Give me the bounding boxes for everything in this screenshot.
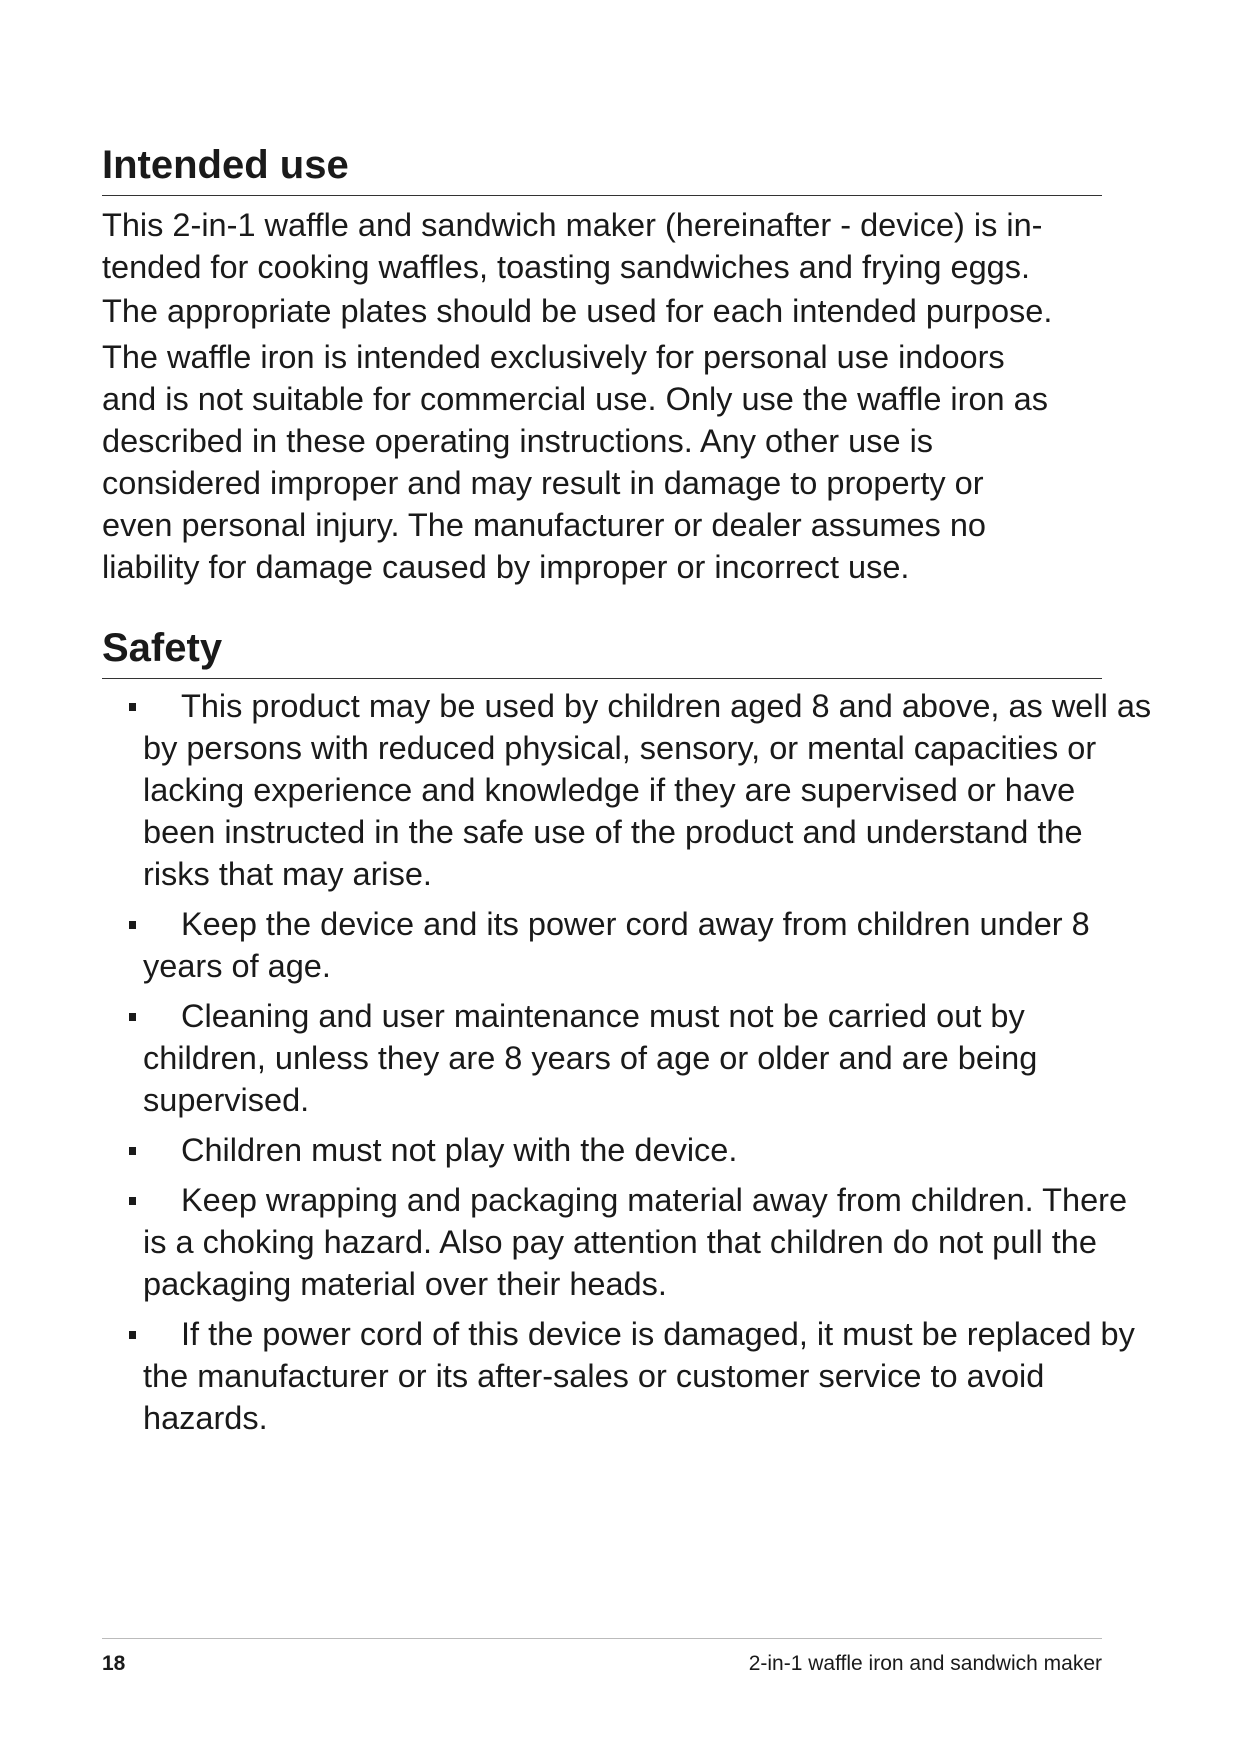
page-number: 18 — [102, 1652, 126, 1675]
page-content — [102, 0, 1152, 1447]
intended-use-paragraph: The appropriate plates should be used for each intended purpose. — [102, 293, 1053, 329]
intended-use-body — [102, 204, 1102, 588]
safety-item: If the power cord of this device is damaged, it must be replaced by the manufacturer or its after-sales or customer service to avoid hazards. — [102, 1313, 1153, 1439]
safety-item: Keep the device and its power cord away from children under 8 years of age. — [102, 903, 1153, 987]
footer-title: 2-in-1 waffle iron and sandwich maker — [748, 1652, 1102, 1675]
intended-use-paragraph: The waffle iron is intended exclusively for personal use indoors and is not suitable for commercial use. Only use the waffle iron as described in these operating instructions. Any other use is considered improper and may result in damage to property or even personal injury. The manufacturer or dealer assumes no liability for damage caused by improper or incorrect use. — [102, 339, 1048, 585]
bullet-icon — [129, 921, 136, 929]
bullet-icon — [129, 703, 136, 711]
safety-item: Children must not play with the device. — [102, 1129, 1153, 1171]
intended-use-heading: Intended use — [102, 143, 349, 187]
bullet-icon — [129, 1147, 136, 1155]
footer-rule — [102, 1638, 1102, 1639]
intended-use-paragraph: This 2-in-1 waffle and sandwich maker (hereinafter - device) is in-tended for cooking waffles, toasting sandwiches and frying eggs. — [102, 207, 1043, 285]
bullet-icon — [129, 1197, 136, 1205]
safety-heading: Safety — [102, 626, 223, 670]
safety-item: This product may be used by children aged 8 and above, as well as by persons with reduced physical, sensory, or mental capacities or lacking experience and knowledge if they are supervised or have been instructed in the safe use of the product and understand the risks that may arise. — [102, 685, 1153, 895]
safety-item: Cleaning and user maintenance must not be carried out by children, unless they are 8 years of age or older and are being supervised. — [102, 995, 1153, 1121]
bullet-icon — [129, 1013, 136, 1021]
bullet-icon — [129, 1331, 136, 1339]
safety-list — [102, 685, 1152, 1439]
safety-item: Keep wrapping and packaging material away from children. There is a choking hazard. Also pay attention that children do not pull the packaging material over their heads. — [102, 1179, 1153, 1305]
